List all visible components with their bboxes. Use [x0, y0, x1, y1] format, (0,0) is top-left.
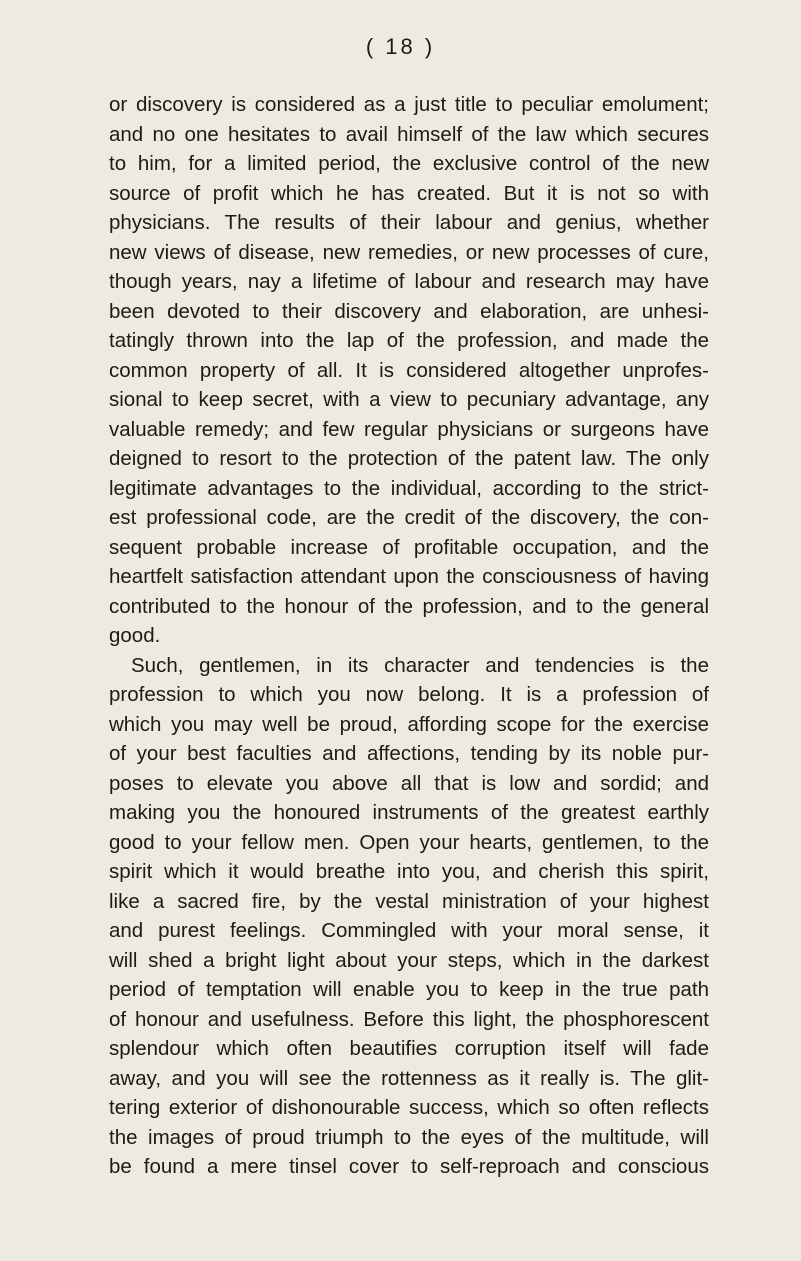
text-line: spirit which it would breathe into you, and cherish this spirit,	[109, 860, 709, 883]
text-line: of your best faculties and affections, tending by its noble pur-	[109, 742, 709, 765]
text-line: physicians. The results of their labour and genius, whether	[109, 211, 709, 234]
text-line: poses to elevate you above all that is low and sordid; and	[109, 771, 709, 795]
text-line: sequent probable increase of profitable occupation, and the	[109, 535, 709, 559]
text-line: been devoted to their discovery and elaboration, are unhesi-	[109, 299, 709, 323]
text-line: deigned to resort to the protection of the patent law. The only	[109, 447, 709, 470]
text-line: contributed to the honour of the profession, and to the general	[109, 594, 709, 618]
text-line: period of temptation will enable you to keep in the true path	[109, 978, 709, 1001]
text-line: the images of proud triumph to the eyes of the multitude, will	[109, 1125, 709, 1149]
text-line: splendour which often beautifies corruption itself will fade	[109, 1037, 709, 1060]
text-line: away, and you will see the rottenness as it really is. The glit-	[109, 1066, 709, 1090]
text-line: of honour and usefulness. Before this light, the phosphorescent	[109, 1007, 709, 1031]
body-text	[109, 90, 709, 1182]
text-line: legitimate advantages to the individual, according to the strict-	[109, 476, 709, 500]
text-line: valuable remedy; and few regular physicians or surgeons have	[109, 417, 709, 441]
text-line: sional to keep secret, with a view to pecuniary advantage, any	[109, 388, 709, 411]
text-line: though years, nay a lifetime of labour and research may have	[109, 270, 709, 293]
text-line: like a sacred fire, by the vestal ministration of your highest	[109, 889, 709, 913]
text-line: or discovery is considered as a just title to peculiar emolument;	[109, 93, 709, 116]
text-line: and no one hesitates to avail himself of the law which secures	[109, 122, 709, 146]
text-line: source of profit which he has created. But it is not so with	[109, 181, 709, 205]
text-line: profession to which you now belong. It is a profession of	[109, 683, 709, 706]
page-number: ( 18 )	[365, 34, 436, 59]
text-line: new views of disease, new remedies, or new processes of cure,	[109, 240, 709, 264]
text-line: common property of all. It is considered altogether unprofes-	[109, 358, 709, 382]
text-line: good to your fellow men. Open your hearts, gentlemen, to the	[109, 830, 709, 854]
text-line: tatingly thrown into the lap of the profession, and made the	[109, 329, 709, 352]
text-line: to him, for a limited period, the exclusive control of the new	[109, 152, 709, 175]
text-line: be found a mere tinsel cover to self-reproach and conscious	[109, 1155, 709, 1178]
text-line: and purest feelings. Commingled with your moral sense, it	[109, 919, 709, 942]
text-line: heartfelt satisfaction attendant upon the consciousness of having	[109, 565, 709, 588]
paragraph-end-line: good.	[109, 624, 161, 647]
text-line: tering exterior of dishonourable success, which so often reflects	[109, 1096, 709, 1119]
paragraph-start-line: Such, gentlemen, in its character and tendencies is the	[131, 653, 709, 677]
text-line: will shed a bright light about your steps, which in the darkest	[109, 948, 709, 972]
text-line: which you may well be proud, affording scope for the exercise	[109, 712, 709, 736]
text-line: est professional code, are the credit of the discovery, the con-	[109, 506, 709, 529]
text-line: making you the honoured instruments of the greatest earthly	[109, 801, 709, 824]
